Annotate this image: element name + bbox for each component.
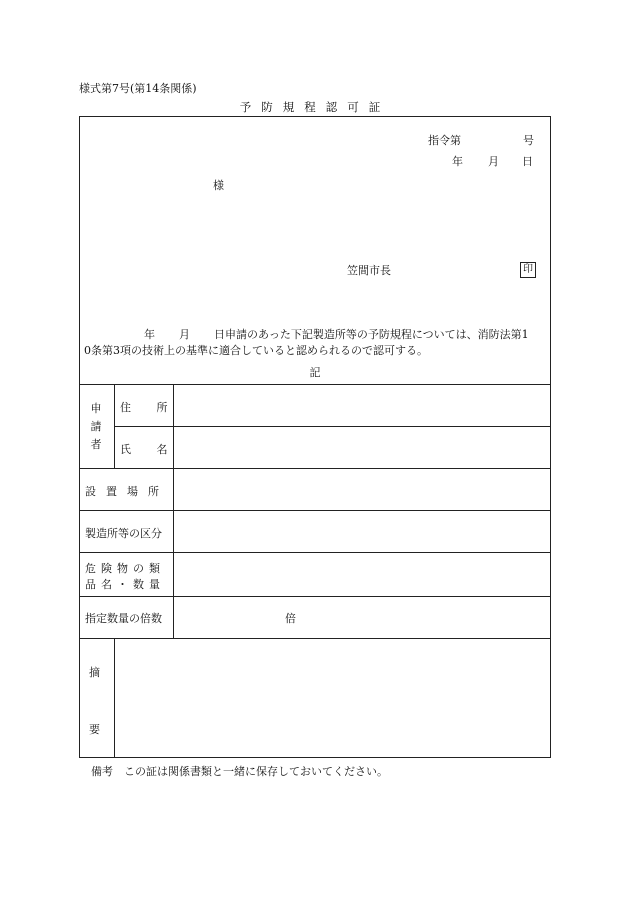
hazmat-label-line1: 危険物の類 — [85, 562, 165, 575]
multiple-unit: 倍 — [285, 612, 296, 625]
date-month: 月 — [488, 155, 499, 168]
facility-type-label: 製造所等の区分 — [85, 527, 162, 540]
row-line — [79, 510, 551, 511]
table-top-line — [79, 384, 551, 385]
addressee-honorific: 様 — [213, 179, 224, 192]
summary-divider — [114, 638, 115, 758]
date-year: 年 — [452, 155, 463, 168]
statement-year: 年 — [144, 328, 155, 341]
statement-line-2: 0条第3項の技術上の基準に適合していると認められるので認可する。 — [84, 344, 428, 357]
row-line — [79, 552, 551, 553]
applicant-inner-divider — [114, 384, 115, 468]
form-number: 様式第7号(第14条関係) — [79, 82, 197, 95]
statement-text-1: 日申請のあった下記製造所等の予防規程については、消防法第1 — [214, 328, 529, 341]
applicant-group-label — [89, 400, 103, 454]
directive-number-suffix: 号 — [523, 134, 534, 147]
certificate-frame — [79, 116, 551, 758]
name-label: 氏 名 — [120, 443, 168, 456]
seal-mark: 印 — [520, 262, 536, 278]
location-label: 設置場所 — [85, 485, 169, 498]
footer-note: 備考 この証は関係書類と一緒に保存しておいてください。 — [91, 765, 388, 778]
row-line — [79, 638, 551, 639]
row-line — [79, 596, 551, 597]
applicant-char: 請 — [90, 420, 102, 433]
applicant-divider — [114, 426, 551, 427]
summary-char-1: 摘 — [89, 666, 100, 679]
ki-heading: 記 — [309, 366, 321, 379]
address-label: 住 所 — [120, 401, 168, 414]
statement-month: 月 — [179, 328, 190, 341]
certification-statement — [84, 327, 550, 359]
multiple-label: 指定数量の倍数 — [85, 612, 162, 625]
applicant-char: 申 — [90, 402, 102, 415]
issuer-name: 笠間市長 — [347, 264, 391, 277]
row-line — [79, 468, 551, 469]
directive-number-prefix: 指令第 — [428, 134, 461, 147]
summary-char-2: 要 — [89, 723, 100, 736]
date-day: 日 — [522, 155, 533, 168]
label-column-divider — [173, 384, 174, 638]
applicant-char: 者 — [90, 438, 102, 451]
hazmat-label-line2: 品名・数量 — [85, 578, 165, 591]
document-title: 予防規程認可証 — [239, 100, 391, 114]
statement-line-1 — [84, 327, 550, 343]
